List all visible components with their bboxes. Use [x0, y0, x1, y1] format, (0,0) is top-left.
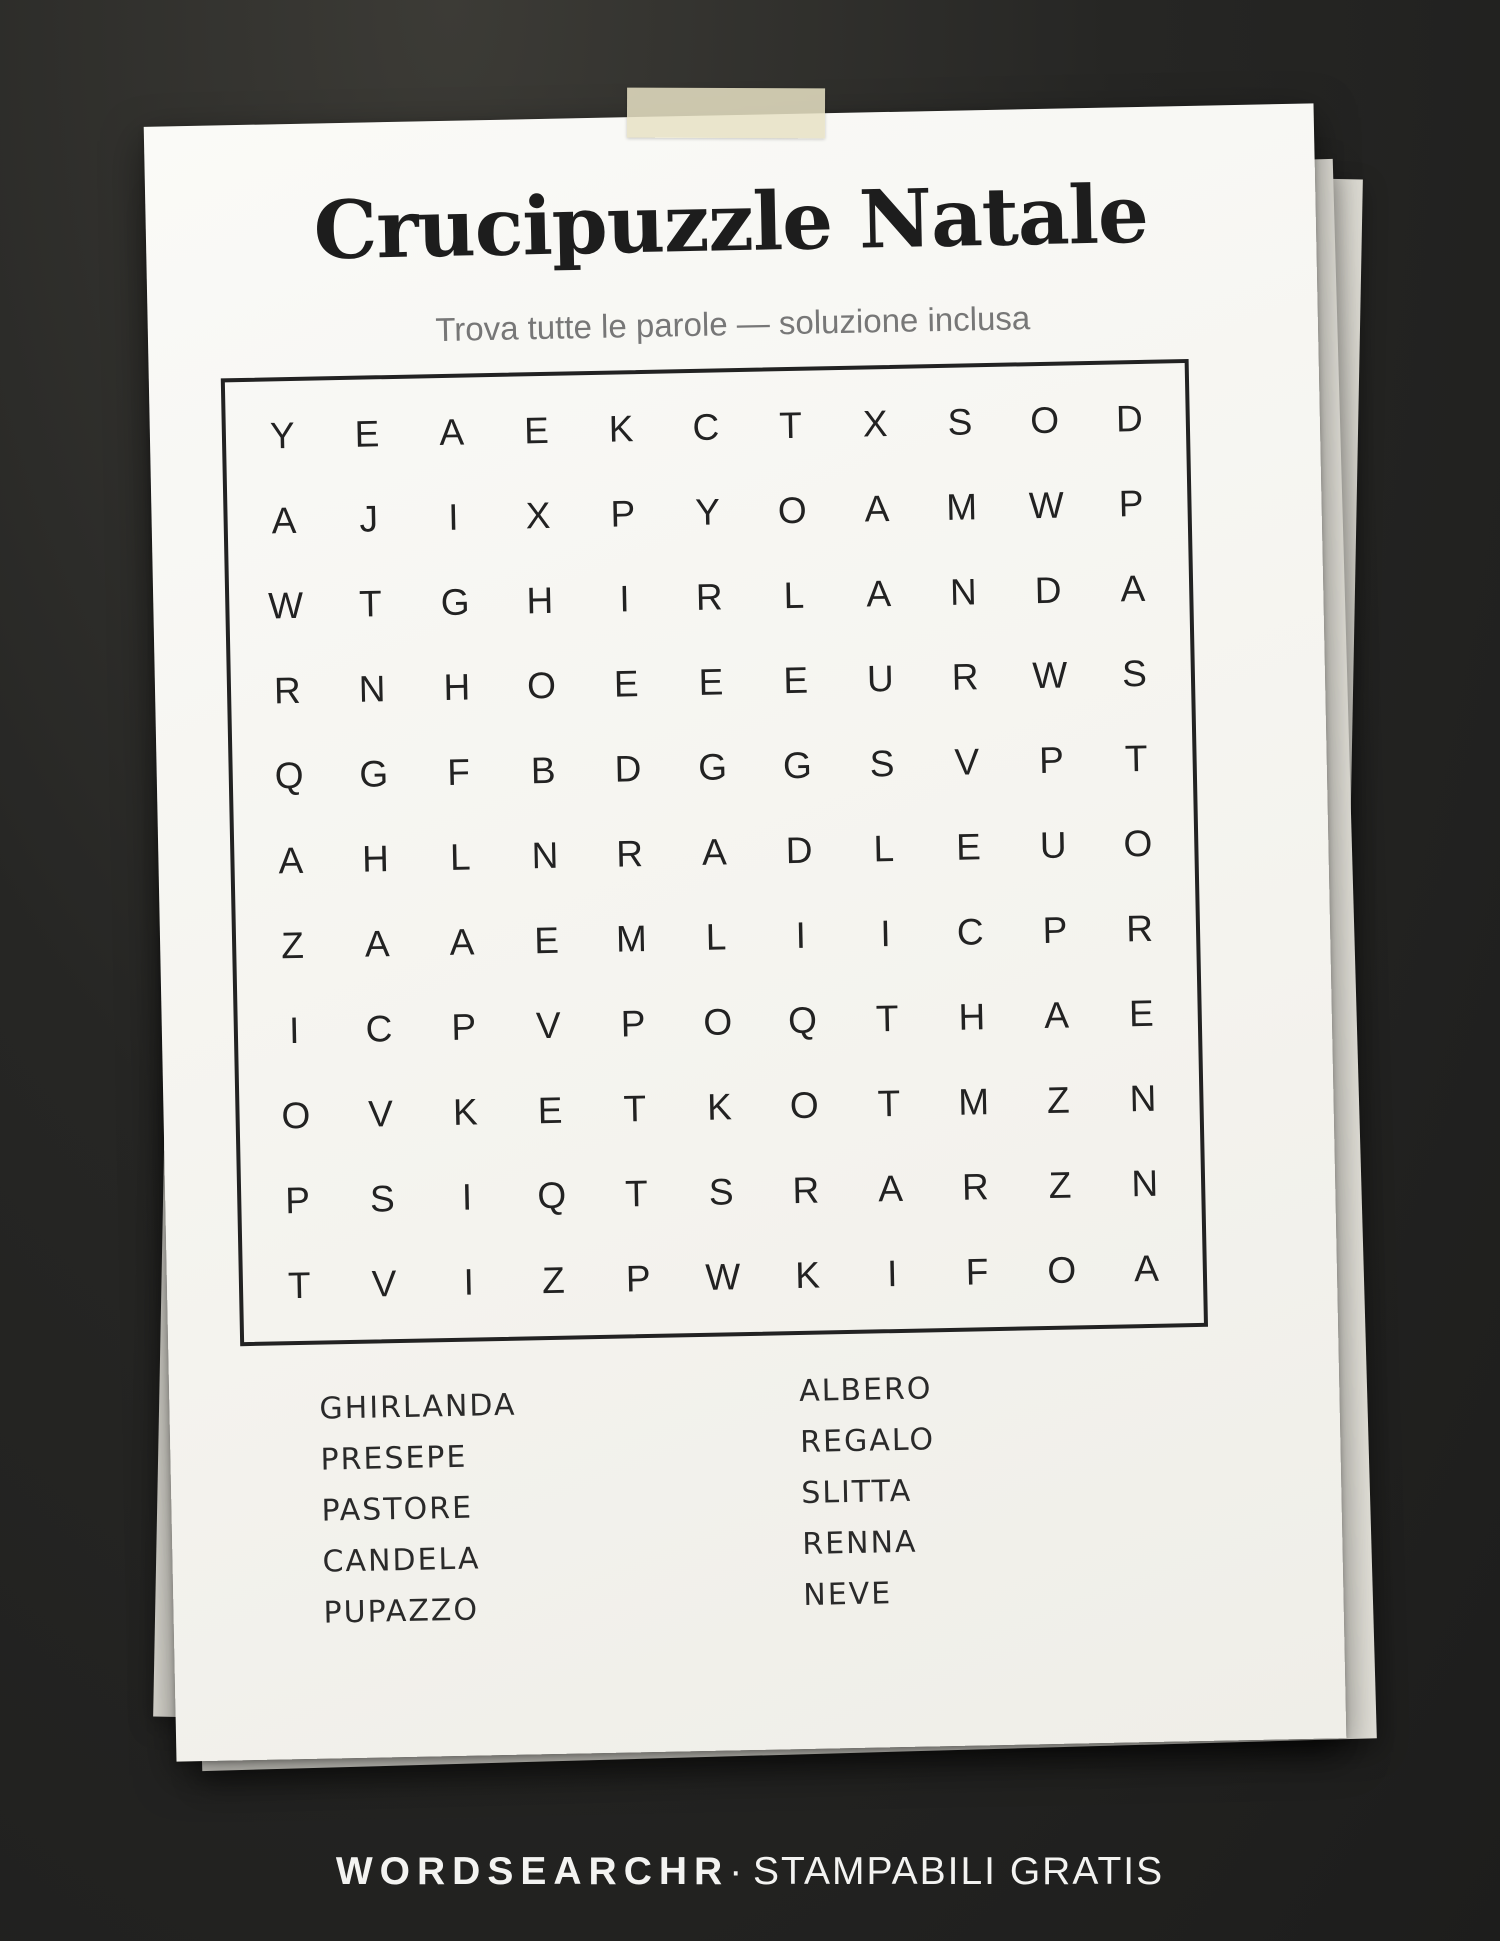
- grid-cell: C: [365, 1008, 393, 1050]
- grid-cell: H: [526, 579, 554, 622]
- grid-cell: W: [1031, 654, 1068, 696]
- grid-cell: P: [610, 492, 636, 535]
- grid-cell: K: [794, 1255, 821, 1297]
- footer-tagline: STAMPABILI GRATIS: [753, 1850, 1165, 1893]
- grid-cell: O: [702, 1001, 733, 1044]
- grid-cell: E: [613, 662, 639, 705]
- grid-cell: R: [273, 669, 302, 712]
- grid-cell: E: [955, 826, 982, 868]
- grid-cell: P: [1118, 482, 1144, 525]
- word-search-grid: [221, 359, 1208, 1346]
- grid-cell: T: [623, 1088, 647, 1130]
- grid-cell: I: [463, 1261, 475, 1304]
- grid-cell: I: [795, 914, 807, 957]
- grid-cell: W: [705, 1256, 741, 1299]
- tape-strip: [627, 88, 825, 139]
- grid-cell: V: [367, 1093, 394, 1135]
- grid-cell: A: [364, 923, 390, 965]
- footer-separator: ·: [729, 1850, 743, 1893]
- grid-cell: J: [359, 497, 379, 540]
- grid-cell: P: [625, 1258, 651, 1300]
- word-list-right: [799, 1363, 939, 1621]
- grid-cell: C: [692, 405, 720, 448]
- word-list-item: SLITTA: [800, 1473, 913, 1511]
- grid-cell: D: [614, 747, 642, 790]
- grid-cell: R: [615, 833, 644, 875]
- brand-name: WORDSEARCHR: [335, 1850, 730, 1893]
- grid-cell: P: [620, 1003, 646, 1045]
- grid-cell: M: [615, 918, 648, 960]
- grid-cell: Q: [787, 999, 818, 1042]
- page-subtitle: Trova tutte le parole — soluzione inclusa: [434, 299, 1031, 349]
- grid-cell: X: [525, 494, 551, 536]
- grid-cell: K: [452, 1091, 479, 1134]
- grid-cell: E: [354, 412, 380, 455]
- grid-cell: N: [358, 667, 386, 710]
- grid-cell: A: [438, 411, 465, 453]
- grid-cell: G: [782, 744, 813, 787]
- grid-cell: V: [535, 1004, 562, 1047]
- grid-cell: R: [951, 656, 979, 698]
- grid-cell: R: [1125, 907, 1154, 950]
- grid-cell: A: [864, 487, 890, 530]
- grid-cell: W: [267, 584, 304, 627]
- grid-cell: T: [778, 404, 803, 446]
- worksheet-page: [144, 103, 1347, 1761]
- grid-cell: E: [523, 409, 550, 451]
- grid-cell: X: [862, 402, 888, 445]
- grid-cell: O: [1123, 822, 1153, 865]
- word-list-item: PASTORE: [321, 1490, 474, 1529]
- grid-cell: O: [1046, 1249, 1077, 1292]
- grid-cell: B: [530, 749, 556, 792]
- grid-cell: Y: [694, 491, 721, 533]
- grid-cell: I: [618, 577, 631, 620]
- grid-cell: C: [956, 911, 984, 953]
- grid-cell: M: [957, 1081, 990, 1124]
- grid-cell: A: [271, 499, 297, 542]
- grid-cell: E: [537, 1089, 563, 1132]
- grid-cell: S: [708, 1171, 734, 1214]
- grid-cell: E: [533, 919, 560, 962]
- grid-cell: T: [624, 1173, 649, 1215]
- word-list-item: RENNA: [801, 1524, 918, 1562]
- page-title: Crucipuzzle Natale: [312, 166, 1149, 278]
- grid-cell: I: [879, 913, 892, 955]
- grid-cell: A: [1133, 1248, 1160, 1290]
- grid-cell: G: [697, 746, 728, 788]
- grid-cell: D: [1034, 569, 1062, 611]
- grid-cell: I: [447, 496, 459, 538]
- word-list-item: CANDELA: [322, 1541, 481, 1580]
- word-list-item: PRESEPE: [320, 1439, 468, 1478]
- grid-cell: L: [783, 574, 805, 616]
- grid-cell: T: [358, 582, 383, 625]
- word-list-item: REGALO: [799, 1422, 936, 1460]
- grid-cell: E: [698, 661, 724, 703]
- grid-cell: Y: [269, 414, 296, 456]
- grid-cell: N: [949, 571, 978, 613]
- word-list-item: PUPAZZO: [323, 1592, 480, 1631]
- grid-cell: H: [958, 996, 986, 1038]
- word-list-left: [319, 1380, 521, 1639]
- grid-cell: A: [877, 1168, 904, 1210]
- grid-cell: Q: [536, 1175, 567, 1217]
- grid-cell: F: [446, 751, 471, 793]
- grid-cell: S: [947, 400, 973, 443]
- grid-cell: F: [965, 1251, 989, 1294]
- grid-cell: E: [1128, 992, 1155, 1035]
- grid-cell: A: [865, 572, 892, 615]
- grid-cell: E: [782, 659, 809, 701]
- grid-cell: R: [961, 1166, 990, 1209]
- grid-cell: I: [886, 1253, 898, 1295]
- grid-cell: T: [287, 1265, 312, 1307]
- grid-cell: G: [359, 753, 389, 795]
- grid-cell: O: [777, 489, 808, 531]
- grid-cell: A: [1120, 567, 1146, 610]
- grid-cell: K: [706, 1086, 733, 1129]
- grid-cell: S: [369, 1178, 396, 1220]
- grid-cell: O: [789, 1084, 820, 1127]
- grid-cell: T: [1124, 737, 1148, 780]
- grid-cell: P: [1042, 909, 1068, 952]
- grid-cell: P: [1038, 739, 1065, 781]
- grid-cell: S: [869, 742, 895, 785]
- grid-cell: O: [281, 1095, 311, 1137]
- grid-cell: N: [1130, 1163, 1159, 1205]
- grid-cell: S: [1121, 652, 1148, 695]
- grid-cell: A: [701, 831, 728, 873]
- grid-cell: M: [945, 485, 978, 528]
- grid-cell: H: [361, 838, 390, 880]
- grid-cell: N: [531, 834, 559, 877]
- grid-cell: Z: [280, 924, 305, 967]
- footer: [0, 1850, 1500, 1894]
- grid-cell: K: [608, 407, 634, 450]
- grid-cell: I: [288, 1010, 300, 1052]
- grid-cell: W: [1028, 484, 1065, 526]
- grid-cell: D: [1115, 397, 1144, 439]
- word-list-item: GHIRLANDA: [319, 1387, 517, 1427]
- grid-cell: A: [278, 839, 304, 882]
- grid-cell: V: [371, 1263, 397, 1306]
- grid-cell: R: [792, 1169, 820, 1212]
- grid-cell: A: [449, 921, 475, 964]
- grid-cell: O: [526, 664, 557, 707]
- grid-cell: N: [1129, 1078, 1157, 1120]
- grid-cell: V: [954, 741, 980, 783]
- grid-cell: A: [1043, 994, 1070, 1037]
- grid-cell: I: [461, 1176, 473, 1219]
- grid-cell: Z: [1048, 1164, 1072, 1207]
- grid-cell: Q: [274, 754, 304, 797]
- grid-cell: O: [1029, 399, 1060, 441]
- grid-cell: L: [705, 916, 727, 958]
- grid-cell: L: [449, 836, 471, 878]
- grid-cell: H: [443, 666, 471, 708]
- grid-cell: U: [866, 657, 895, 700]
- grid-cell: U: [1039, 824, 1067, 867]
- grid-cell: Z: [1046, 1079, 1071, 1122]
- grid-cell: D: [785, 829, 813, 872]
- word-list-item: NEVE: [802, 1576, 893, 1613]
- grid-cell: P: [284, 1180, 311, 1222]
- grid-cell: T: [877, 1083, 901, 1125]
- grid-cell: T: [875, 998, 899, 1040]
- grid-cell: R: [695, 576, 724, 618]
- grid-cell: G: [440, 581, 470, 623]
- grid-cell: Z: [541, 1260, 566, 1302]
- grid-cell: P: [450, 1006, 477, 1049]
- grid-cell: L: [873, 827, 895, 870]
- word-list-item: ALBERO: [798, 1371, 933, 1410]
